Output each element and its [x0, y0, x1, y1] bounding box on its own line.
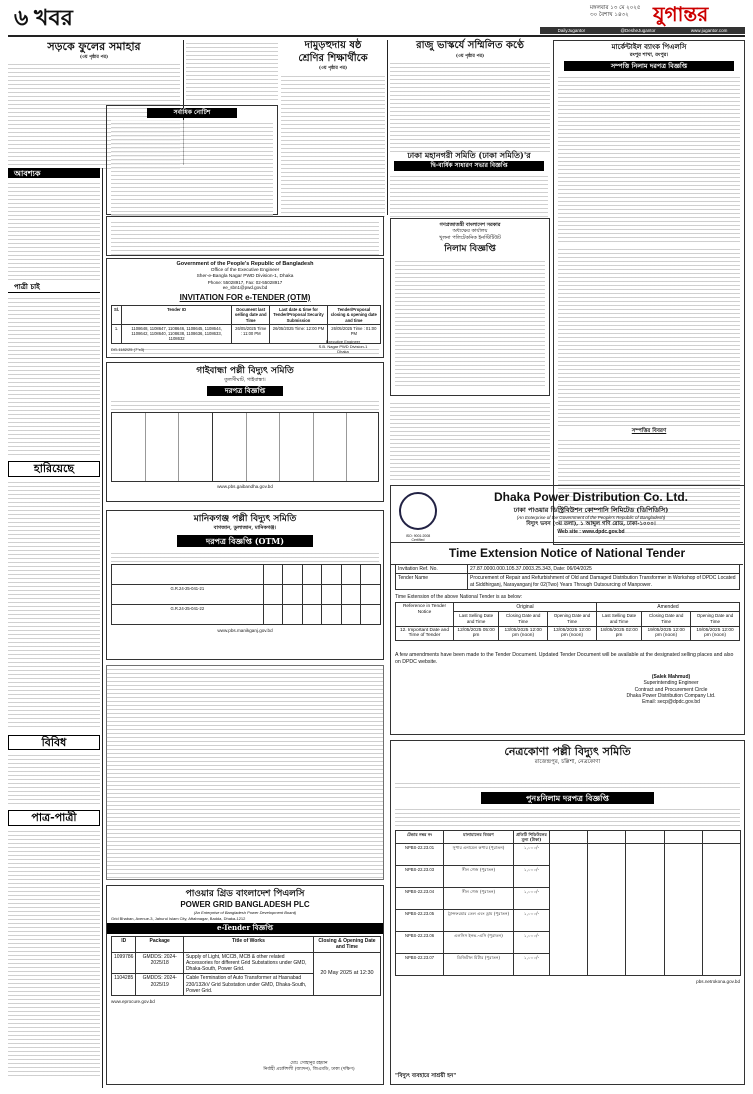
- section-title: খবর: [34, 5, 73, 31]
- amendment-note: A few amendments have been made to the Tender Document. Updated Tender Document will be available at the designated selling places and also on DPDC website.: [395, 652, 734, 665]
- table-header: ID Package Title of Works Closing & Opening Date and Time: [112, 937, 381, 953]
- org-address: রাজেন্দ্রপুর, চল্লিশা, নেত্রকোণা: [534, 758, 601, 765]
- site-link[interactable]: www.jugantor.com: [690, 27, 728, 33]
- table-row: 1104285 GMDDS: 2024-2025/19 Cable Termination of Auto Transformer at Hasnabad 230/132kV Grid Substation under GMD, Dhaka-South, Power Grid.: [112, 974, 381, 996]
- website[interactable]: Web site : www.dpdc.gov.bd: [557, 529, 625, 535]
- iso-label: ISO: 9001:2008: [405, 534, 431, 538]
- notice-title: পুনঃনিলাম দরপত্র বিজ্ঞপ্তি: [481, 792, 654, 804]
- website-link[interactable]: www.pbs.manikganj.gov.bd: [217, 627, 273, 633]
- news-damurhuda: [281, 40, 385, 215]
- table-row: 12. Important Date and Time of Tender 12/05/2025 05:00 pm 13/05/2025 12:00 pm (noon) 13/05/2025 12:00 pm (noon) 18/05/2025 02:00 pm 19/05/2025 12:00 pm (noon) 19/05/2025 12:00 pm (noon): [396, 626, 740, 641]
- court-notice: [106, 105, 278, 215]
- news-credit: (৩য় পৃষ্ঠার পর): [455, 53, 485, 59]
- company-name-bn: ঢাকা পাওয়ার ডিস্ট্রিবিউশন কোম্পানি লিমিটেড (ডিপিডিসি): [513, 506, 669, 514]
- tender-table: [111, 564, 381, 625]
- table-row: NPBS-22.23.04 সীল গেজ (পুরাতন) ১,০০০/-: [396, 888, 741, 910]
- classified-heading-bibidh: বিবিধ: [8, 735, 100, 751]
- address: Grid Bhaban, Avenue-3, Jahurul Islam City, Aftabnagar, Badda, Dhaka-1212: [111, 916, 246, 922]
- news-headline-2: শ্রেণির শিক্ষার্থীকে: [298, 52, 368, 64]
- table-row: 1099786 GMDDS: 2024-2025/18 Supply of Light, MCCB, MCB & other related Accessories for different Grid Substations under GMD, Dhaka-South, Power Grid. 20 May 2025 at 12:30: [112, 952, 381, 974]
- table-row: NPBS-22.23.06 এলসিস ইনভ.-এসি (পুরাতন) ১,০০০/-: [396, 932, 741, 954]
- signature-block: (Salek Mahmud) Superintending Engineer Contract and Procurement Circle Dhaka Power Distribution Company Ltd. Email: secp@dpdc.gov.bd: [601, 674, 741, 705]
- news-credit: (৩য় পৃষ্ঠার পর): [318, 66, 348, 71]
- tender-title: INVITATION FOR e-TENDER (OTM): [179, 293, 311, 303]
- notice-title: ঢাকা মহানগরী সমিতি (ঢাকা সমিতি)'র: [407, 150, 531, 160]
- table-row: NPBS-22.23.05 ট্রান্সফরমার তেল এবং ড্রাম (পুরাতন) ১,০০০/-: [396, 910, 741, 932]
- org-address: বাগজান, ডুলাজান, মানিকগঞ্জ।: [213, 525, 277, 532]
- date-table: [395, 602, 740, 641]
- enterprise-line: (An Enterprise of the Government of the People's Republic of Bangladesh): [516, 515, 666, 520]
- news-headline: সড়কে ফুলের সমাহার: [47, 40, 141, 53]
- table-header: Last Selling Date and Time Closing Date and Time Opening Date and Time Last Selling Date and Time Closing Date and Time Opening Date and Time: [396, 612, 740, 626]
- institute-name: খুলনা পলিটেকনিক ইনস্টিটিউট: [439, 234, 501, 241]
- mercantile-bank-notice: [553, 40, 745, 545]
- table-row: Tender Name Procurement of Repair and Refurbishment of Old and Damaged Distribution Transformer in Workshop of DPDC Located at Siddhirganj, Narayanganj for 02(Two) Years Through Outsourcing of Manpower.: [396, 574, 740, 590]
- table-row: G.R.24-25-041-21: [112, 584, 381, 604]
- news-headline: রাজু ভাস্কর্যে সম্মিলিত কণ্ঠে: [416, 40, 524, 51]
- tagline: (An Enterprise of Bangladesh Power Development Board): [193, 910, 297, 916]
- tender-table: [111, 305, 381, 344]
- classified-heading-awashyak: আবশ্যক: [8, 168, 100, 178]
- table-row: NPBS-22.23.03 সীল গেজ (পুরাতন) ১,০০০/-: [396, 866, 741, 888]
- govt-name: Government of the People's Republic of Bangladesh: [176, 261, 314, 267]
- netrokona-pbs-notice: [390, 740, 745, 1085]
- bank-name: মার্কেন্টাইল ব্যাংক পিএলসি: [611, 42, 687, 51]
- news-body: [390, 60, 550, 152]
- company-name-bn: পাওয়ার গ্রিড বাংলাদেশ পিএলসি: [185, 889, 305, 899]
- court-notice-2: [106, 216, 384, 256]
- company-name-en: Dhaka Power Distribution Co. Ltd.: [493, 490, 688, 504]
- pgcb-notice: [106, 885, 384, 1085]
- tender-table: [111, 412, 379, 482]
- notice-title: সম্পত্তি নিলাম দরপত্র বিজ্ঞপ্তি: [564, 61, 734, 71]
- org-address: তুলসীঘাট, গাইবান্ধা।: [224, 377, 266, 384]
- notice-title: দরপত্র বিজ্ঞপ্তি: [207, 386, 283, 397]
- notice-title: Time Extension Notice of National Tender: [391, 542, 743, 565]
- property-schedule-title: সম্পত্তির বিবরণ: [631, 428, 667, 435]
- news-credit: (৩য় পৃষ্ঠার পর): [79, 54, 109, 60]
- news-raju: [390, 40, 550, 150]
- org-name: গাইবান্ধা পল্লী বিদ্যুৎ সমিতি: [196, 366, 294, 376]
- masthead: [0, 0, 753, 36]
- page-number: ৬: [14, 5, 29, 31]
- office-name: Office of the Executive Engineer: [210, 267, 280, 273]
- notice-title: e-Tender বিজ্ঞপ্তি: [107, 923, 383, 934]
- tender-table: [111, 936, 381, 996]
- table-header: টেন্ডার নম্বর নং মালামালের বিবরণ প্রতিটি শিডিউলের মূল্য (টাকা): [396, 830, 741, 844]
- table-row: NPBS-22.23.07 ডিজিটাল মিটার (পুরাতন) ১,০০০/-: [396, 954, 741, 976]
- classified-heading-patri: পাত্রী চাই: [8, 283, 100, 293]
- memo: DG-1182/25 (7"x3): [111, 347, 145, 352]
- notice-subtitle: দ্বি-বার্ষিক সাধারণ সভার বিজ্ঞপ্তি: [394, 161, 544, 171]
- certified-label: Certified: [411, 538, 425, 543]
- signature-block: Executive Engineer S.B. Nagar PWD Division-1 Dhaka: [318, 339, 368, 354]
- office-name: অধ্যক্ষের কার্যালয়: [452, 228, 488, 235]
- govt-name: গণপ্রজাতন্ত্রী বাংলাদেশ সরকার: [439, 222, 501, 228]
- news-body: [281, 73, 385, 218]
- logo: যুগান্তর: [653, 2, 709, 26]
- polytechnic-auction: [390, 218, 550, 396]
- gaibandha-pbs-notice: [106, 362, 384, 502]
- classified-heading-harieche: হারিয়েছে: [8, 461, 100, 477]
- notice-title: দরপত্র বিজ্ঞপ্তি (OTM): [177, 535, 313, 547]
- website-link[interactable]: www.pbs.gaibandha.gov.bd: [217, 484, 273, 490]
- classified-heading-patra: পাত্র-পাত্রী: [8, 810, 100, 826]
- signature-block: মোঃ সোহানুর রহমান নির্বাহী প্রকৌশলী (জ্যাদন), জিএমডি, ঢাকা (দক্ষিণ): [263, 1061, 355, 1072]
- news-body-cont: [186, 40, 278, 102]
- dpdc-logo: [399, 492, 437, 543]
- org-name: মানিকগঞ্জ পল্লী বিদ্যুৎ সমিতি: [193, 514, 297, 524]
- table-row: G.R.24-25-041-22: [112, 604, 381, 624]
- bank-branch: রংপুর শাখা, রংপুর।: [629, 51, 669, 58]
- news-headline: দামুড়হুদায় ষষ্ঠ: [304, 40, 362, 51]
- dhaka-samity-notice: [390, 150, 548, 216]
- social-twitter[interactable]: @DesheJugantor: [620, 27, 656, 33]
- company-name-en: POWER GRID BANGLADESH PLC: [180, 900, 310, 910]
- address: বিদ্যুৎ ভবন (৩য় তলা), ১ আব্দুল গণি রোড, ঢাকা-১০০০।: [526, 521, 656, 527]
- extension-text: Time Extension of the above National Tender is as below:: [395, 594, 523, 600]
- tender-info-table: [395, 564, 740, 590]
- dpdc-notice: [390, 485, 745, 735]
- notice-title: নিলাম বিজ্ঞপ্তি: [444, 243, 496, 254]
- manikganj-pbs-notice: [106, 510, 384, 660]
- website-link[interactable]: www.eprocure.gov.bd: [111, 999, 155, 1004]
- table-row: Invitation Ref. No. 27.87.0000.000.105.37.0003.25.343, Date: 06/04/2025: [396, 565, 740, 574]
- website-link[interactable]: pbs.netrokona.gov.bd: [696, 979, 740, 985]
- social-facebook[interactable]: DailyJugantor: [557, 27, 586, 33]
- date-line-1: মঙ্গলবার ১৩ মে ২০২৫: [590, 5, 641, 11]
- notice-title: সর্বাধিক নোটিশ: [147, 108, 237, 118]
- auction-table: [395, 830, 741, 977]
- slogan: "বিদ্যুৎ ব্যবহারে সাশ্রয়ী হন": [395, 1073, 457, 1080]
- table-header: [112, 564, 381, 584]
- date-line-2: ৩০ বৈশাখ ১৪৩২: [590, 12, 629, 18]
- govt-etender: [106, 258, 384, 358]
- org-name: নেত্রকোণা পল্লী বিদ্যুৎ সমিতি: [504, 745, 631, 758]
- table-row: NPBS-22.23.01 সুপার এনামেল কপার (পুরাতন) ১,০০০/-: [396, 844, 741, 866]
- table-header: Reference in Tender Notice Original Amended: [396, 603, 740, 612]
- email[interactable]: ee_sbn1@pwd.gov.bd: [222, 285, 268, 291]
- table-header: Sl. Tender ID Document last selling date and Time Last date & time for Tender/Proposal Security Submission Tender/Proposal closing & opening date and time: [112, 306, 381, 325]
- table-row: 1. 1108648, 1108647, 1108646, 1108645, 1108644, 1108642, 1108640, 1108638, 1108636, 1108633, 1108632 26/05/2025 Time : 11:00 PM 26/05/2025 Time: 12:00 PM 26/05/2025 Time : 01:00 PM: [112, 324, 381, 343]
- social-bar: [540, 27, 745, 34]
- email-link[interactable]: Email: secp@dpdc.gov.bd: [642, 699, 700, 705]
- classifieds-column: [8, 168, 100, 1088]
- phone-fax: Phone: 55028917, Fax: 02-55028917: [207, 279, 283, 285]
- division-name: Sher-e-Bangla Nagar PWD Division-1, Dhaka: [196, 273, 294, 279]
